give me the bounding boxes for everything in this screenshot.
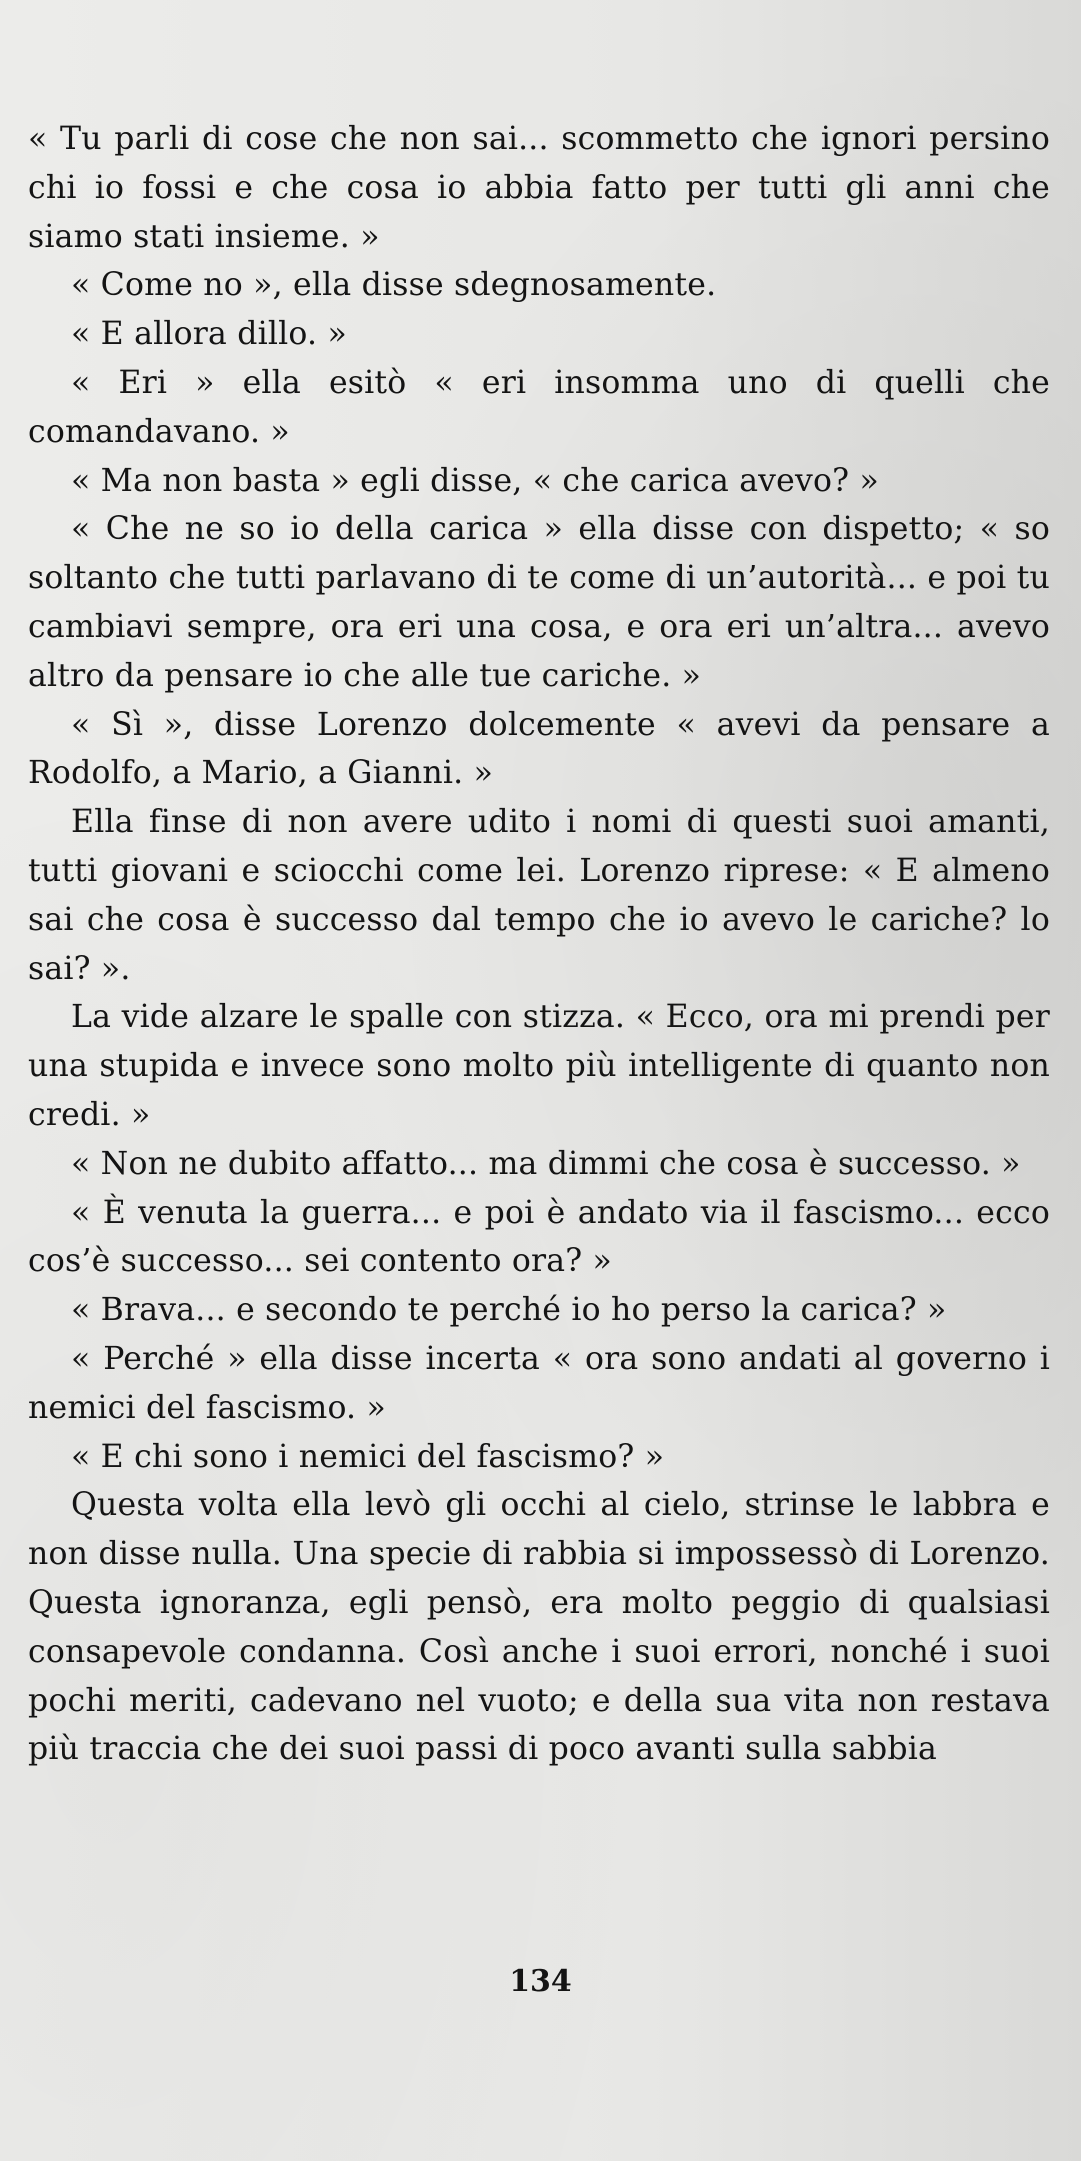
paragraph: « Ma non basta » egli disse, « che carica avevo? » — [71, 462, 879, 499]
paragraph: « Eri » ella esitò « eri insomma uno di quelli che comandavano. » — [28, 364, 1050, 450]
paragraph: « Non ne dubito affatto... ma dimmi che cosa è successo. » — [71, 1145, 1021, 1182]
paragraph: « Sì », disse Lorenzo dolcemente « avevi da pensare a Rodolfo, a Mario, a Gianni. » — [28, 706, 1050, 792]
paragraph: « È venuta la guerra... e poi è andato via il fascismo... ecco cos’è successo... sei contento ora? » — [28, 1194, 1050, 1280]
paragraph: « E chi sono i nemici del fascismo? » — [71, 1438, 665, 1475]
paragraph: La vide alzare le spalle con stizza. « Ecco, ora mi prendi per una stupida e invece sono molto più intelligente di quanto non credi. » — [28, 999, 1050, 1133]
paragraph: Ella finse di non avere udito i nomi di questi suoi amanti, tutti giovani e sciocchi come lei. Lorenzo riprese: « E almeno sai che cosa è successo dal tempo che io avevo le cariche? lo sai? ». — [28, 804, 1050, 987]
paragraph: « Perché » ella disse incerta « ora sono andati al governo i nemici del fascismo. » — [28, 1340, 1050, 1426]
paragraph: « Tu parli di cose che non sai... scommetto che ignori persino chi io fossi e che cosa io abbia fatto per tutti gli anni che siamo stati insieme. » — [28, 121, 1050, 255]
paragraph: Questa volta ella levò gli occhi al cielo, strinse le labbra e non disse nulla. Una specie di rabbia si impossessò di Lorenzo. Questa ignoranza, egli pensò, era molto peggio di qualsiasi consapevole condanna. Così anche i suoi errori, nonché i suoi pochi meriti, cadevano nel vuoto; e della sua vita non restava più traccia che dei suoi passi di poco avanti sulla sabbia — [28, 1487, 1050, 1768]
paragraph: « E allora dillo. » — [71, 316, 347, 353]
body-text — [28, 115, 1050, 1774]
page-number: 134 — [509, 1964, 572, 1999]
paragraph: « Che ne so io della carica » ella disse con dispetto; « so soltanto che tutti parlavano di te come di un’autorità... e poi tu cambiavi sempre, ora eri una cosa, e ora eri un’altra... avevo altro da pensare io che alle tue cariche. » — [28, 511, 1050, 694]
paragraph: « Brava... e secondo te perché io ho perso la carica? » — [71, 1292, 947, 1329]
paragraph: « Come no », ella disse sdegnosamente. — [71, 267, 717, 304]
